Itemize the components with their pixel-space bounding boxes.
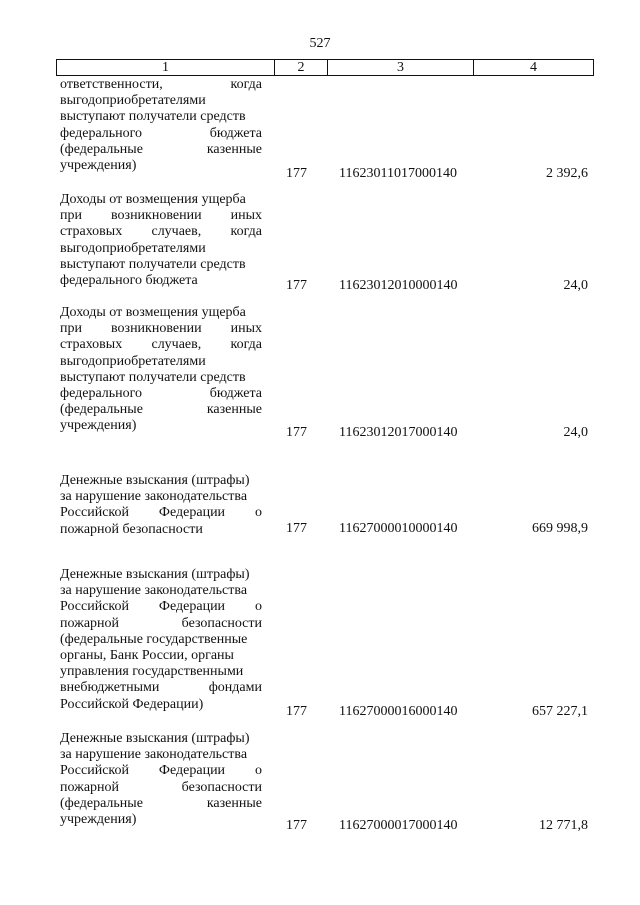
description-line: ответственности, когда (60, 77, 262, 92)
description-line: пожарной безопасности (60, 779, 262, 795)
budget-code: 11623012017000140 (339, 425, 458, 440)
amount: 24,0 (563, 425, 588, 440)
row-description (60, 473, 262, 538)
description-line: (федеральные казенные (60, 141, 262, 157)
amount: 2 392,6 (546, 166, 588, 181)
description-line: учреждения) (60, 812, 137, 828)
column-header-row (56, 59, 594, 76)
description-line: Денежные взыскания (штрафы) (60, 473, 250, 488)
amount: 669 998,9 (532, 521, 588, 536)
description-line: выгодоприобретателями (60, 93, 206, 109)
row-description (60, 567, 262, 713)
row-description (60, 77, 262, 174)
description-line: выгодоприобретателями (60, 353, 206, 369)
description-line: при возникновении иных (60, 321, 262, 337)
admin-code: 177 (286, 425, 307, 440)
page-number: 527 (309, 36, 331, 51)
admin-code: 177 (286, 166, 307, 181)
description-line: (федеральные государственные (60, 631, 248, 647)
description-line: (федеральные казенные (60, 795, 262, 811)
description-line: выступают получатели средств (60, 256, 246, 272)
description-line: учреждения) (60, 158, 137, 174)
column-header-4: 4 (474, 60, 594, 76)
description-line: за нарушение законодательства (60, 489, 248, 505)
budget-code: 11627000017000140 (339, 818, 458, 833)
description-line: страховых случаев, когда (60, 337, 262, 353)
description-line: органы, Банк России, органы (60, 648, 234, 664)
admin-code: 177 (286, 521, 307, 536)
column-header-2: 2 (275, 60, 328, 76)
description-line: федерального бюджета (60, 273, 198, 289)
budget-code: 11627000010000140 (339, 521, 458, 536)
row-description (60, 305, 262, 435)
description-line: выступают получатели средств (60, 109, 246, 125)
description-line: за нарушение законодательства (60, 747, 248, 763)
description-line: страховых случаев, когда (60, 224, 262, 240)
admin-code: 177 (286, 818, 307, 833)
amount: 657 227,1 (532, 704, 588, 719)
description-line: Российской Федерации о (60, 599, 262, 615)
description-line: Денежные взыскания (штрафы) (60, 731, 250, 746)
description-line: Денежные взыскания (штрафы) (60, 567, 250, 582)
description-line: федерального бюджета (60, 386, 262, 402)
amount: 12 771,8 (539, 818, 588, 833)
description-line: учреждения) (60, 418, 137, 434)
description-line: Доходы от возмещения ущерба (60, 192, 246, 207)
budget-code: 11623012010000140 (339, 278, 458, 293)
row-description (60, 192, 262, 289)
description-line: Российской Федерации) (60, 696, 204, 712)
description-line: федерального бюджета (60, 125, 262, 141)
description-line: за нарушение законодательства (60, 583, 248, 599)
description-line: выгодоприобретателями (60, 240, 206, 256)
description-line: управления государственными (60, 664, 244, 680)
budget-code: 11627000016000140 (339, 704, 458, 719)
description-line: пожарной безопасности (60, 521, 203, 537)
budget-code: 11623011017000140 (339, 166, 457, 181)
admin-code: 177 (286, 278, 307, 293)
admin-code: 177 (286, 704, 307, 719)
column-header-1: 1 (57, 60, 275, 76)
description-line: при возникновении иных (60, 208, 262, 224)
description-line: внебюджетными фондами (60, 680, 262, 696)
row-description (60, 731, 262, 828)
amount: 24,0 (563, 278, 588, 293)
description-line: Российской Федерации о (60, 505, 262, 521)
description-line: Российской Федерации о (60, 763, 262, 779)
description-line: выступают получатели средств (60, 369, 246, 385)
description-line: Доходы от возмещения ущерба (60, 305, 246, 320)
column-header-3: 3 (328, 60, 474, 76)
description-line: (федеральные казенные (60, 402, 262, 418)
description-line: пожарной безопасности (60, 615, 262, 631)
